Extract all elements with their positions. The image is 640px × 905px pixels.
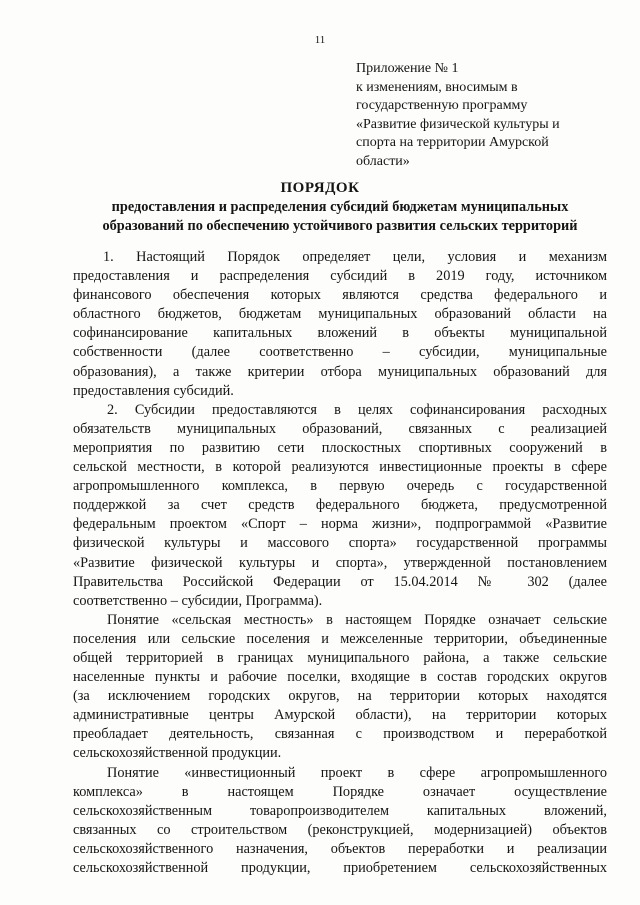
body-paragraph <box>73 611 607 764</box>
document-subtitle <box>80 198 600 236</box>
paragraph-line: преобладает деятельность, связанная с производством и переработкой <box>73 726 607 743</box>
paragraph-line: сельскохозяйственного назначения, объектов переработки и реализации <box>73 840 607 857</box>
paragraph-line: федеральным проектом «Спорт – норма жизни», подпрограммой «Развитие <box>73 516 607 533</box>
paragraph-line: соответственно – субсидии, Программа). <box>73 592 323 609</box>
paragraph-line: общей территорией в границах муниципального района, а также сельские <box>73 649 607 666</box>
appendix-line: государственную программу <box>356 98 528 113</box>
body-paragraph <box>73 764 607 879</box>
paragraph-line: Понятие «сельская местность» в настоящем Порядке означает сельские <box>107 611 607 628</box>
paragraph-line: обязательств муниципальных образований, связанных с реализацией <box>73 420 607 437</box>
appendix-line: «Развитие физической культуры и <box>356 116 560 132</box>
paragraph-line: финансового обеспечения которых являются средства федерального и <box>73 287 607 304</box>
document-body <box>73 248 607 878</box>
page-number: 11 <box>314 34 326 46</box>
appendix-block <box>356 60 606 171</box>
subtitle-line: предоставления и распределения субсидий бюджетам муниципальных <box>111 199 569 215</box>
paragraph-line: агропромышленного комплекса, в первую очередь с государственной <box>73 478 607 495</box>
subtitle-line: образований по обеспечению устойчивого развития сельских территорий <box>102 218 578 234</box>
appendix-line: к изменениям, вносимым в <box>356 79 518 95</box>
document-title: ПОРЯДОК <box>280 180 360 196</box>
appendix-line: Приложение № 1 <box>356 61 459 76</box>
paragraph-line: населенные пункты и рабочие поселки, входящие в состав городских округов <box>73 669 607 686</box>
paragraph-line: «Развитие физической культуры и спорта», утвержденной постановлением <box>73 554 607 571</box>
body-paragraph <box>73 401 607 611</box>
paragraph-line: предоставления и распределения субсидий в 2019 году, источником <box>73 268 607 285</box>
appendix-line: области» <box>356 153 410 169</box>
paragraph-line: 2. Субсидии предоставляются в целях софинансирования расходных <box>107 401 607 418</box>
paragraph-line: сельскохозяйственной продукции, приобретением сельскохозяйственных <box>73 860 607 876</box>
paragraph-line: 1. Настоящий Порядок определяет цели, условия и механизм <box>103 249 607 265</box>
paragraph-line: мероприятия по развитию сети плоскостных спортивных сооружений в <box>73 439 607 456</box>
paragraph-line: поддержкой за счет средств федерального бюджета, предусмотренной <box>73 497 607 514</box>
paragraph-line: сельскохозяйственной продукции. <box>73 745 282 762</box>
paragraph-line: собственности (далее соответственно – субсидии, муниципальные <box>73 344 607 361</box>
paragraph-line: физической культуры и массового спорта» государственной программы <box>73 535 607 552</box>
paragraph-line: сельской местности, в которой реализуются инвестиционные проекты в сфере <box>73 459 607 476</box>
paragraph-line: областного бюджетов, бюджетам муниципальных образований области на <box>73 306 607 323</box>
paragraph-line: образования), а также критерии отбора муниципальных образований для <box>73 363 607 380</box>
paragraph-line: сельскохозяйственным товаропроизводителем капитальных вложений, <box>73 802 607 819</box>
paragraph-line: Понятие «инвестиционный проект в сфере агропромышленного <box>107 764 607 781</box>
paragraph-line: связанных со строительством (реконструкцией, модернизацией) объектов <box>73 821 607 838</box>
appendix-line: спорта на территории Амурской <box>356 135 549 150</box>
paragraph-line: софинансирование капитальных вложений в объекты муниципальной <box>73 325 607 342</box>
paragraph-line: (за исключением городских округов, на территории которых находятся <box>73 688 607 705</box>
body-paragraph <box>73 248 607 401</box>
paragraph-line: административные центры Амурской области), на территории которых <box>73 707 607 724</box>
paragraph-line: Правительства Российской Федерации от 15.04.2014 № 302 (далее <box>73 573 607 590</box>
paragraph-line: поселения или сельские поселения и межселенные территории, объединенные <box>73 630 607 647</box>
paragraph-line: комплекса» в настоящем Порядке означает осуществление <box>73 783 607 800</box>
paragraph-line: предоставления субсидий. <box>73 382 234 399</box>
